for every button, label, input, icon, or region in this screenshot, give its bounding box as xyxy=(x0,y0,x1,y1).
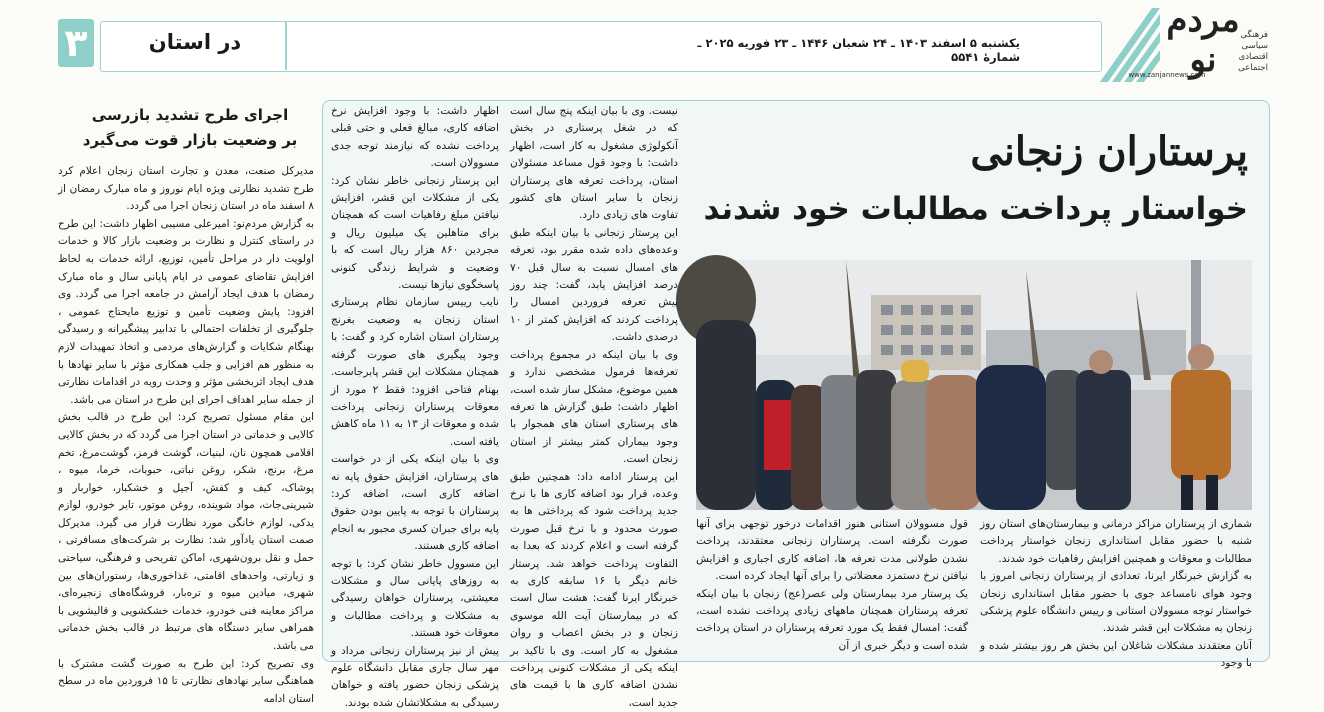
section-title: در استان xyxy=(148,30,242,54)
main-article-col-1: نیست. وی با بیان اینکه پنج سال است که در شغل پرستاری در بخش آنکولوژی مشغول به کار است، اظهار داشت: با وجود قول مساعد مسئولان استان، پرداخت تعرفه های پرستاران زنجان با سایر استان های کشور تفاوت های زیادی دارد. این پرستار زنجانی با بیان اینکه طبق وعده‌های داده شده مقرر بود، تعرفه های امسال نسبت به سال قبل ۷۰ درصد افزایش یابد، گفت: چند روز پیش تعرفه فروردین امسال را پرداخت کردند که افزایش کمتر از ۱۰ درصدی داشت. وی با بیان اینکه در مجموع پرداخت تعرفه‌ها فرمول مشخصی ندارد و همین موضوع، مشکل ساز شده است، اظهار داشت: طبق گزارش ها تعرفه های پرستاری استان های همجوار با وجود بیماران کمتر بیشتر از استان زنجان است. این پرستار ادامه داد: همچنین طبق وعده، قرار بود اضافه کاری ها با نرخ جدید پرداخت شود که پرداختی ها به صورت محدود و با نرخ قبل صورت گرفته است و اعلام کردند که بعدا به التفاوت پرداخت خواهد شد. پرستار خانم دیگر با ۱۶ سابقه کاری به خبرنگار ایرنا گفت: هشت سال است که در بیمارستان آیت الله موسوی زنجان و در بخش اعصاب و روان مشغول به کار است. وی با تاکید بر اینکه یکی از مشکلات کنونی پرداخت نشدن اضافه کاری ها با قیمت های جدید است، xyxy=(510,105,678,709)
main-headline-line2: خواستار پرداخت مطالبات خود شدند xyxy=(703,191,1248,227)
page-number: ۳ xyxy=(58,19,94,67)
main-headline-line1: پرستاران زنجانی xyxy=(970,128,1248,175)
masthead-divider xyxy=(285,21,287,70)
side-article-body: مدیرکل صنعت، معدن و تجارت استان زنجان اعلام کرد طرح تشدید نظارتی ویژه ایام نوروز و ماه مبارک رمضان از ۸ اسفند ماه در استان زنجان اجرا می گردد. به گزارش مردم‌نو: امیرعلی مسیبی اظهار داشت: این طرح در راستای کنترل و نظارت بر وضعیت بازار کالا و خدمات اولویت دار در مراحل تأمین، توزیع، ارائه خدمات به لحاظ افزایش تقاضای عمومی در ایام پایانی سال و ماه مبارک رمضان با هدف ایجاد آرامش در جامعه اجرا می گردد. وی افزود: پایش وضعیت تأمین و توزیع مایحتاج عمومی ، جلوگیری از تخلفات احتمالی با تدابیر پیشگیرانه و رسیدگی بهنگام شکایات و گزارش‌های مردمی و اتخاذ تمهیدات لازم به منظور هم افزایی و جلب همکاری مؤثر با سایر نهادها با هدف ایجاد اثربخشی مؤثر و وحدت رویه در اقدامات نظارتی از جمله سایر اهداف اجرای این طرح در استان می باشد. این مقام مسئول تصریح کرد: این طرح در قالب بخش کالایی و خدماتی در استان اجرا می گردد که در بخش کالایی اقلامی همچون نان، لبنیات، گوشت قرمز، گوشت‌مرغ، تخم مرغ، برنج، شکر، روغن نباتی، حبوبات، خرما، میوه ، پوشاک، کیف و کفش، آجیل و خشکبار، خواربار و شیرینی‌جات، مواد شوینده، روغن موتور، تایر خودرو، لوازم یدکی، لوازم خانگی مورد نظارت قرار می گیرد. مدیرکل صمت استان یادآور شد: نظارت بر شرکت‌های مسافرتی ، حمل و نقل برون‌شهری، اماکن تفریحی و فرهنگی، سیاحتی و زیارتی، واحدهای اقامتی، غذاخوری‌ها، رستوران‌های بین شهری، میادین میوه و تره‌بار، فروشگاه‌های زنجیره‌ای، مراکز معاینه فنی خودرو، خدمات خشکشویی و قالیشویی با همراهی سایر دستگاه های مرتبط در قالب بخش خدماتی می باشد. وی تصریح کرد: این طرح به صورت گشت مشترک با هماهنگی سایر نهادهای نظارتی تا ۱۵ فروردین ماه در سطح استان ادامه xyxy=(57,165,315,705)
logo-subtitle: فرهنگی سیاسی اقتصادی اجتماعی xyxy=(1238,30,1268,73)
main-article-col-2: اظهار داشت: با وجود افزایش نرخ اضافه کاری، مبالغ فعلی و حتی قبلی پرداخت نشده که نیازمند توجه جدی مسوولان است. این پرستار زنجانی خاطر نشان کرد: یکی از مشکلات این قشر، افزایش نیافتن مبلغ رفاهیات است که همچنان برای متاهلین یک میلیون ریال و مجردین ۸۶۰ هزار ریال است که با وضعیت و شرایط زندگی کنونی پاسخگوی نیازها نیست. نایب رییس سازمان نظام پرستاری استان زنجان به وضعیت بغرنج پرستاران استان اشاره کرد و گفت: با وجود پیگیری های صورت گرفته همچنان مشکلات این قشر پابرجاست. بهنام فتاحی افزود: فقط ۲ مورد از معوقات پرستاران زنجانی پرداخت شده و معوقات از ۱۳ به ۱۱ ماه کاهش یافته است. وی با بیان اینکه یکی از در خواست های پرستاران، افزایش حقوق پایه نه اضافه کاری است، اضافه کرد: پرستاران با توجه به پایین بودن حقوق پایه برای جبران کسری مجبور به انجام اضافه کاری هستند. این مسوول خاطر نشان کرد: با توجه به روزهای پایانی سال و مشکلات معیشتی، پرستاران خواهان رسیدگی به مشکلات و پرداخت مطالبات و معوقات خود هستند. پیش از نیز پرستاران زنجانی مرداد و مهر سال جاری مقابل دانشگاه علوم پزشکی زنجان حضور یافته و خواهان رسیدگی به مشکلاتشان شده بودند. xyxy=(331,105,499,709)
logo-title: مردم نو xyxy=(1166,0,1240,80)
main-article-col-4: قول مسوولان استانی هنوز اقدامات درخور توجهی برای آنها صورت نگرفته است. پرستاران زنجانی معتقدند، پرداخت نشدن طولانی مدت تعرفه ها، اضافه کاری اجباری و افزایش نیافتن نرخ دستمزد معضلاتی را برای آنها ایجاد کرده است. یک پرستار مرد بیمارستان ولی عصر(عج) زنجان با بیان اینکه تعرفه پرستاران همچنان ماههای زیادی پرداخت نشده است، گفت: امسال فقط یک مورد تعرفه پرستاران در استان پرداخت شده است و دیگر خبری از آن xyxy=(696,518,968,652)
side-article-title-line2: بر وضعیت بازار قوت می‌گیرد xyxy=(82,131,298,149)
dateline: یکشنبه ۵ اسفند ۱۴۰۳ ـ ۲۴ شعبان ۱۴۴۶ ـ ۲۳ فوریه ۲۰۲۵ ـ شمارۀ ۵۵۴۱ xyxy=(697,36,1020,64)
main-article-col-3: شماری از پرستاران مراکز درمانی و بیمارستان‌های استان روز شنبه با حضور مقابل استانداری زنجان خواستار پرداخت مطالبات و معوقات و همچنین افزایش رفاهیات خود شدند. به گزارش خبرنگار ایرنا، تعدادی از پرستاران زنجانی امروز با وجود هوای نامساعد جوی با حضور مقابل استانداری زنجان خواستار توجه مسوولان استانی و رییس دانشگاه علوم پزشکی زنجان به مشکلات این قشر شدند. آنان معتقدند مشکلات شاغلان این بخش هر روز بیشتر شده و با وجود xyxy=(980,518,1252,670)
protest-photo xyxy=(696,260,1252,510)
side-article-title-line1: اجرای طرح تشدید بازرسی xyxy=(91,106,289,124)
logo-url: www.zanjannews.com xyxy=(1128,71,1206,79)
